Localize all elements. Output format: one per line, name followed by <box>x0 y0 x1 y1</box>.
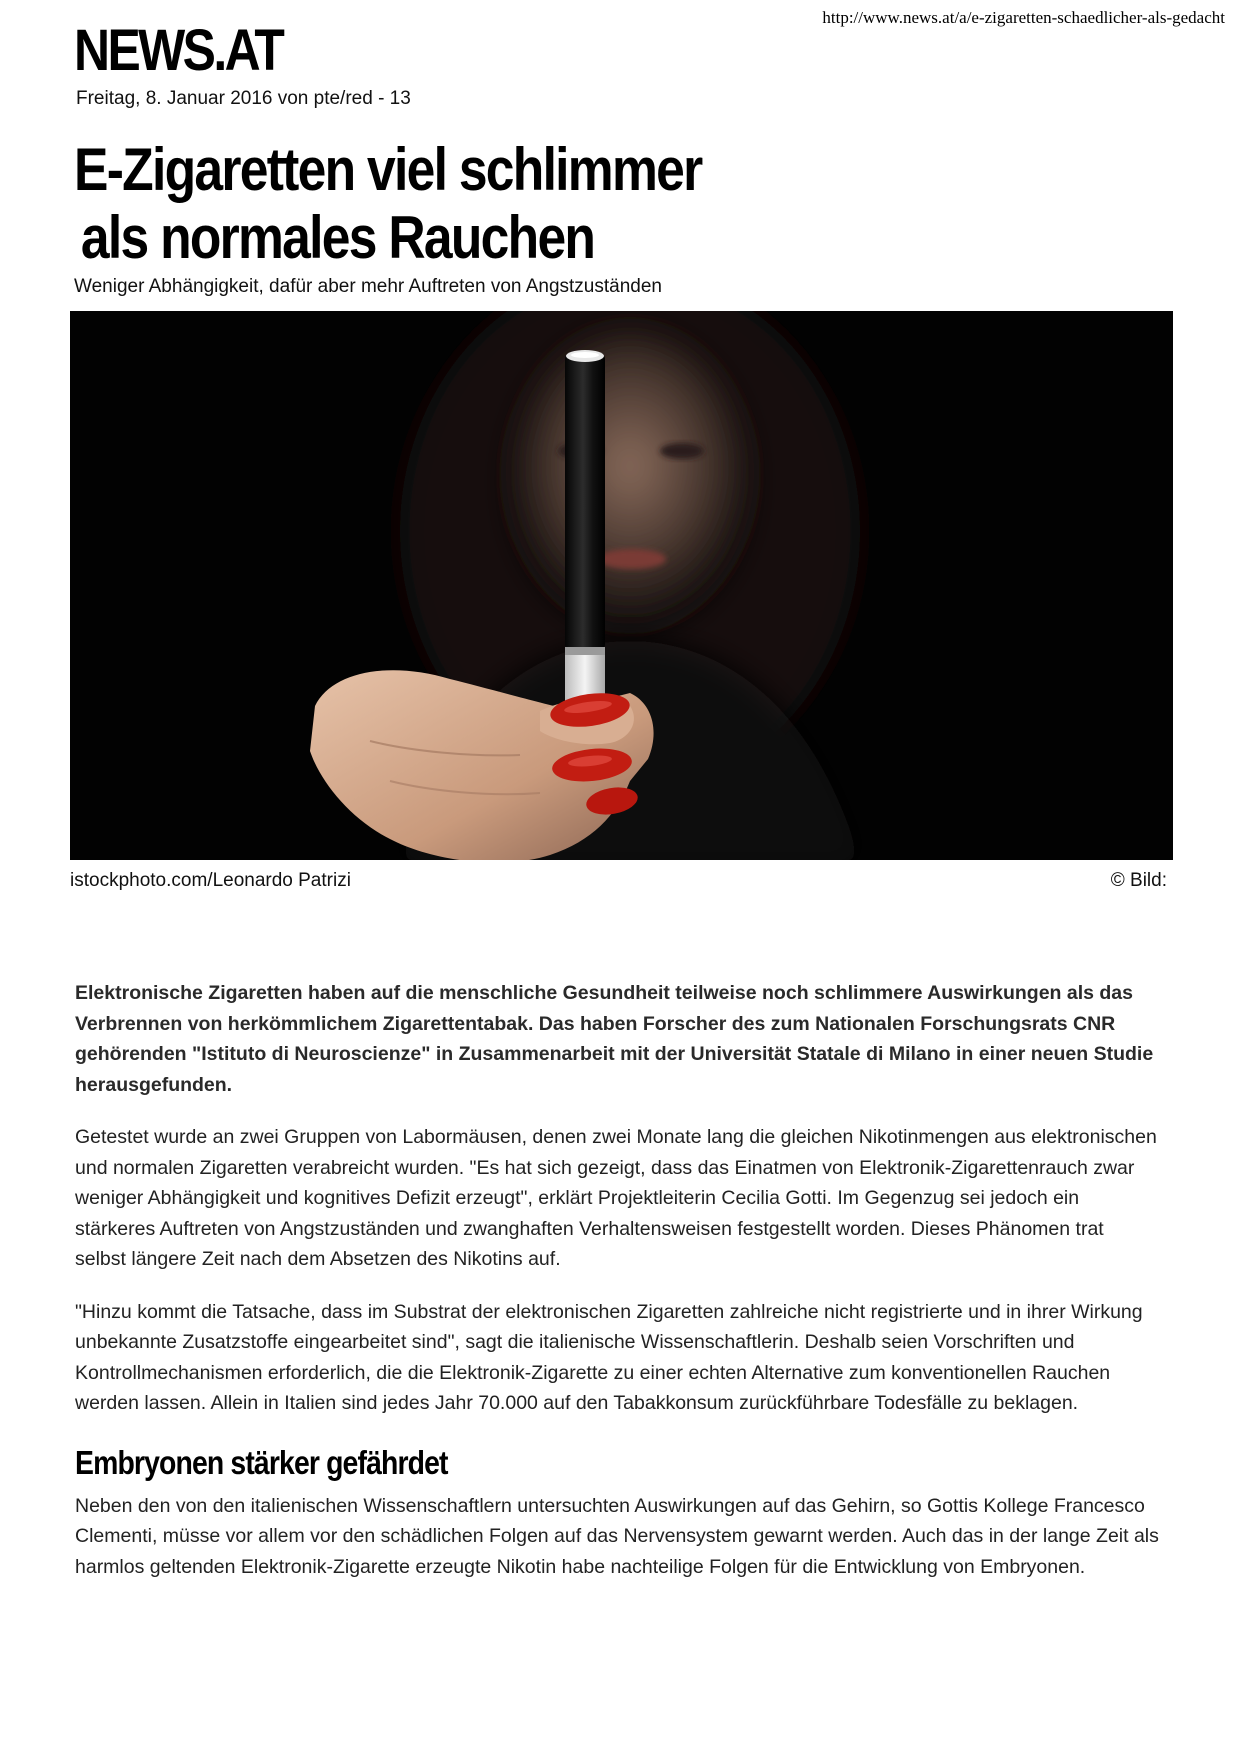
dateline: Freitag, 8. Januar 2016 von pte/red - 13 <box>76 88 411 109</box>
source-url: http://www.news.at/a/e-zigaretten-schaedlicher-als-gedacht <box>822 8 1225 27</box>
subtitle: Weniger Abhängigkeit, dafür aber mehr Auftreten von Angstzuständen <box>74 276 662 297</box>
headline-line-1: E-Zigaretten viel schlimmer <box>74 136 702 203</box>
image-credit-label: © Bild: <box>1110 870 1167 891</box>
brand-logo: NEWS.AT <box>74 18 283 83</box>
photo-illustration <box>70 311 1173 860</box>
image-credit-source: istockphoto.com/Leonardo Patrizi <box>70 870 351 891</box>
article-paragraph-3: Neben den von den italienischen Wissenschaftlern untersuchten Auswirkungen auf das Gehirn, so Gottis Kollege Francesco Clementi, müsse vor allem vor den schädlichen Folgen auf das Nervensystem gewarnt werden. Auch das in der lange Zeit als harmlos geltenden Elektronik-Zigarette erzeugte Nikotin habe nachteilige Folgen für die Entwicklung von Embryonen. <box>75 1494 1159 1578</box>
article-photo <box>70 311 1173 860</box>
article-lead: Elektronische Zigaretten haben auf die menschliche Gesundheit teilweise noch schlimmere Auswirkungen als das Verbrennen von herkömmlichem Zigarettentabak. Das haben Forscher des zum Nationalen Forschungsrats CNR gehörenden "Istituto di Neuroscienze" in Zusammenarbeit mit der Universität Statale di Milano in einer neuen Studie herausgefunden. <box>75 982 1154 1096</box>
article-paragraph-2: "Hinzu kommt die Tatsache, dass im Substrat der elektronischen Zigaretten zahlreiche nicht registrierte und in ihrer Wirkung unbekannte Zusatzstoffe eingearbeitet sind", sagt die italienische Wissenschaftlerin. Deshalb seien Vorschriften und Kontrollmechanismen erforderlich, die die Elektronik-Zigarette zu einer echten Alternative zum konventionellen Rauchen werden lassen. Allein in Italien sind jedes Jahr 70.000 auf den Tabakkonsum zurückführbare Todesfälle zu beklagen. <box>75 1300 1143 1414</box>
headline-line-2: als normales Rauchen <box>80 204 595 271</box>
section-heading: Embryonen stärker gefährdet <box>75 1443 448 1481</box>
article-paragraph-1: Getestet wurde an zwei Gruppen von Labormäusen, denen zwei Monate lang die gleichen Nikotinmengen aus elektronischen und normalen Zigaretten verabreicht wurden. "Es hat sich gezeigt, dass das Einatmen von Elektronik-Zigarettenrauch zwar weniger Abhängigkeit und kognitives Defizit erzeugt", erklärt Projektleiterin Cecilia Gotti. Im Gegenzug sei jedoch ein stärkeres Auftreten von Angstzuständen und zwanghaften Verhaltensweisen festgestellt worden. Dieses Phänomen trat selbst längere Zeit nach dem Absetzen des Nikotins auf. <box>75 1126 1157 1270</box>
headline <box>74 136 701 272</box>
article-body <box>75 978 1160 1604</box>
